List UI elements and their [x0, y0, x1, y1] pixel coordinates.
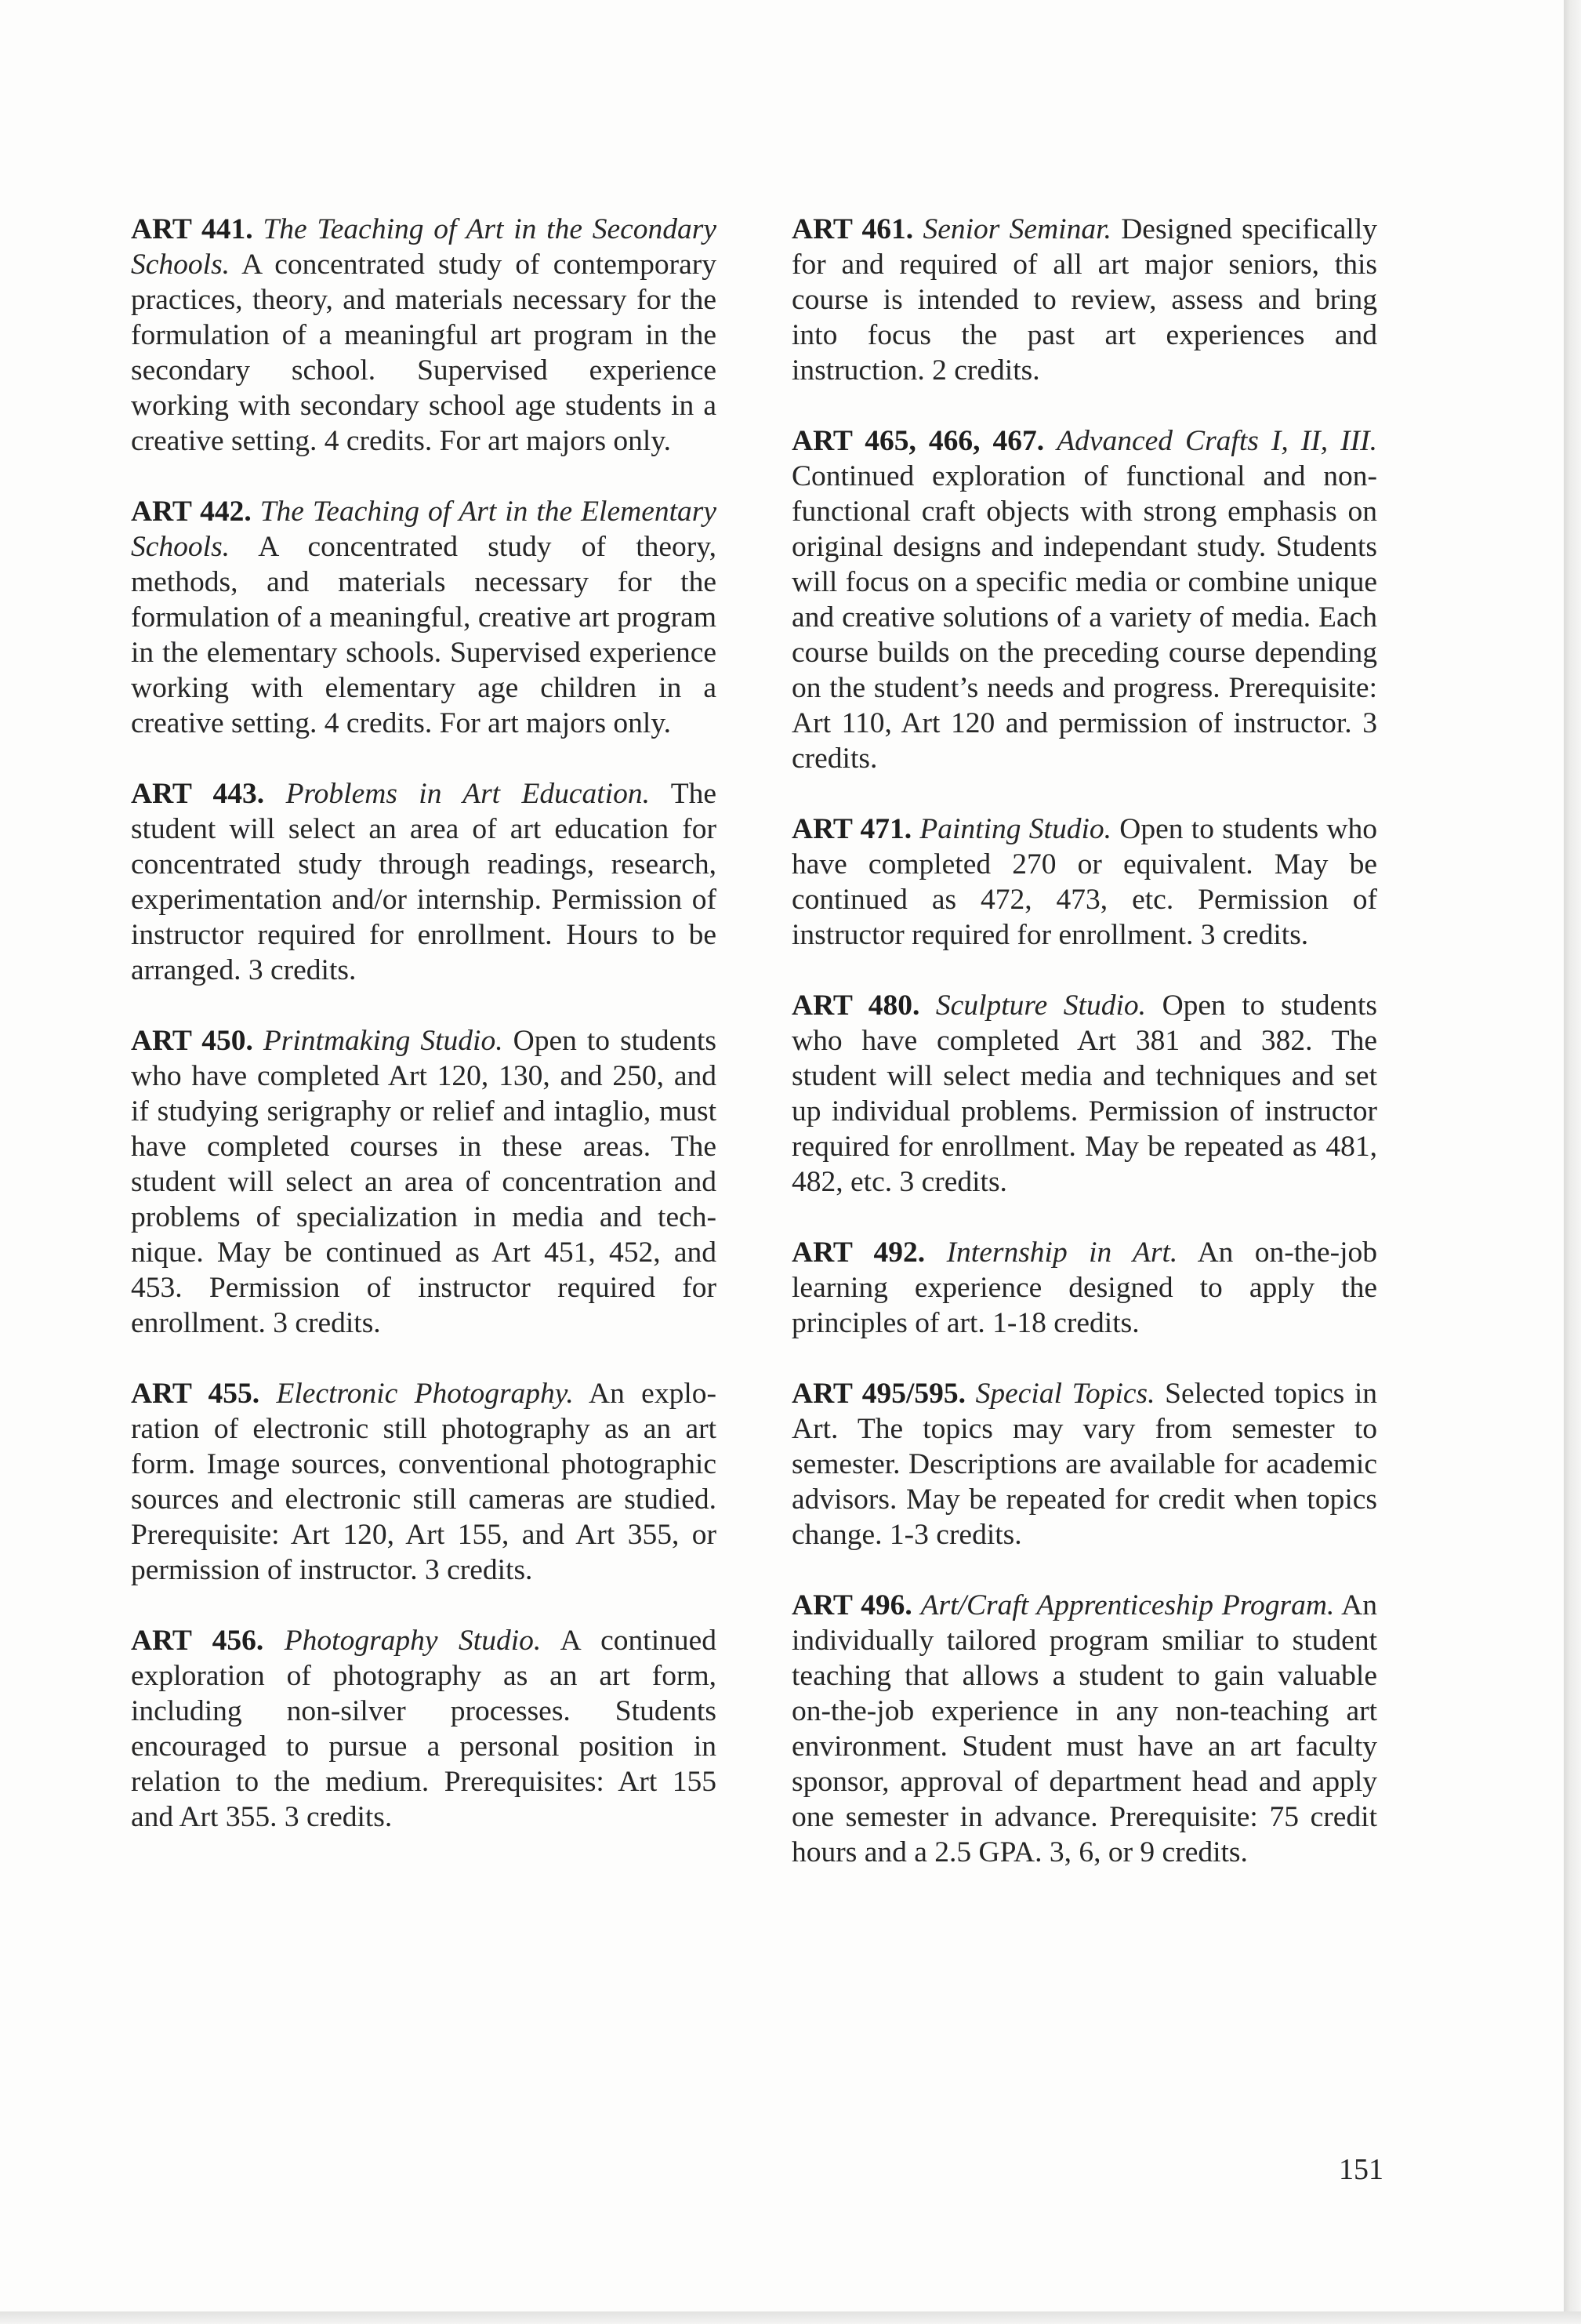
course-entry-art-480 — [792, 988, 1377, 1200]
course-code: ART 495/595. — [792, 1378, 966, 1410]
course-title: Advanced Crafts I, II, III. — [1057, 425, 1377, 457]
course-entry-art-492 — [792, 1235, 1377, 1341]
course-entry-art-456 — [131, 1623, 716, 1835]
course-title: Problems in Art Education. — [285, 778, 650, 810]
course-description: Open to students who have completed Art 381 and 382. The student will select media and techniques and set up individual problems. Permission of instructor required for enrollment. May be repeated as 481, 482, etc. 3 credits. — [792, 990, 1377, 1198]
course-description: An individually tailored program smiliar to student teaching that allows a student to gain valuable on-the-job experience in any non-teaching art environment. Student must have an art faculty sponsor, approval of department head and apply one semester in advance. Prerequisite: 75 credit hours and a 2.5 GPA. 3, 6, or 9 credits. — [792, 1589, 1378, 1868]
course-description: Designed specifically for and required of all art major seniors, this course is intended to review, assess and bring into focus the past art experiences and instruction. 2 credits. — [792, 213, 1378, 387]
course-entry-art-461 — [792, 212, 1377, 388]
course-code: ART 442. — [131, 496, 252, 528]
left-column — [131, 212, 716, 1870]
course-description: Open to students who have completed 270 or equivalent. May be continued as 472, 473, etc. Permission of instructor required for enrollment. 3 credits. — [792, 813, 1378, 951]
course-description: A concentrated study of theory, methods, and materials necessary for the formulation of a meaningful, creative art program in the elementary schools. Supervised experience working with elementary age children in a creative setting. 4 credits. For art majors only. — [131, 531, 716, 739]
page-bottom-edge — [0, 2311, 1581, 2324]
course-entry-art-465 — [792, 423, 1377, 776]
course-title: Photography Studio. — [284, 1625, 542, 1657]
course-title: The Teaching of Art in the Elementary Schools. — [131, 496, 716, 563]
course-title: Printmaking Studio. — [263, 1025, 503, 1057]
course-description: A concentrated study of contemporary practices, theory, and materials necessary for the formulation of a meaningful art program in the secondary school. Supervised experience working with secondary school age students in a creative setting. 4 credits. For art majors only. — [131, 249, 716, 457]
course-entry-art-442 — [131, 494, 716, 741]
course-entry-art-441 — [131, 212, 716, 459]
course-code: ART 480. — [792, 990, 920, 1022]
course-code: ART 441. — [131, 213, 253, 245]
course-code: ART 465, 466, 467. — [792, 425, 1045, 457]
course-code: ART 443. — [131, 778, 265, 810]
course-entry-art-471 — [792, 812, 1377, 953]
course-title: Special Topics. — [975, 1378, 1155, 1410]
course-title: Sculpture Studio. — [935, 990, 1147, 1022]
course-description: Open to students who have completed Art 120, 130, and 250, and if studying serigraphy or relief and intaglio, must have completed courses in these areas. The student will select an area of concentration and problems of specialization in media and technique. May be continued as Art 451, 452, and 453. Permission of instructor required for enrollment. 3 credits. — [131, 1025, 717, 1339]
course-title: The Teaching of Art in the Secondary Schools. — [131, 213, 717, 281]
course-code: ART 450. — [131, 1025, 253, 1057]
course-entry-art-495 — [792, 1376, 1377, 1552]
course-title: Senior Seminar. — [923, 213, 1111, 245]
course-description: Selected topics in Art. The topics may vary from semester to semester. Descriptions are available for academic advisors. May be repeated for credit when topics change. 1-3 credits. — [792, 1378, 1378, 1551]
course-code: ART 471. — [792, 813, 912, 845]
course-description: The student will select an area of art education for concentrated study through readings, research, experimentation and/or internship. Permission of instructor required for enrollment. Hours to be arranged. 3 credits. — [131, 778, 716, 986]
course-code: ART 455. — [131, 1378, 260, 1410]
course-code: ART 492. — [792, 1236, 926, 1269]
course-description: An on-the-job learning experience designed to apply the principles of art. 1-18 credits. — [792, 1236, 1377, 1339]
course-entry-art-455 — [131, 1376, 716, 1588]
course-description: A continued exploration of photography as an art form, including non-silver processes. Students encouraged to pursue a personal position in relation to the medium. Prerequisites: Art 155 and Art 355. 3 credits. — [131, 1625, 717, 1833]
course-description: Continued exploration of functional and non-functional craft objects with strong emphasis on original designs and independant study. Students will focus on a specific media or combine unique and creative solutions of a variety of media. Each course builds on the preceding course depending on the student’s needs and progress. Prerequisite: Art 110, Art 120 and permission of instructor. 3 credits. — [792, 460, 1377, 775]
course-title: Art/Craft Apprenticeship Program. — [920, 1589, 1335, 1621]
course-title: Internship in Art. — [946, 1236, 1178, 1269]
course-code: ART 456. — [131, 1625, 264, 1657]
course-description: An exploration of electronic still photography as an art form. Image sources, conventional photographic sources and electronic still cameras are studied. Prerequisite: Art 120, Art 155, and Art 355, or permission of instructor. 3 credits. — [131, 1378, 716, 1586]
course-entry-art-496 — [792, 1588, 1377, 1870]
course-code: ART 461. — [792, 213, 914, 245]
page-number: 151 — [1339, 2153, 1383, 2186]
course-title: Painting Studio. — [919, 813, 1112, 845]
page-edge-shadow — [1564, 0, 1581, 2324]
course-entry-art-450 — [131, 1023, 716, 1341]
course-title: Electronic Photography. — [276, 1378, 574, 1410]
course-code: ART 496. — [792, 1589, 912, 1621]
course-entry-art-443 — [131, 776, 716, 988]
right-column — [792, 212, 1377, 1905]
